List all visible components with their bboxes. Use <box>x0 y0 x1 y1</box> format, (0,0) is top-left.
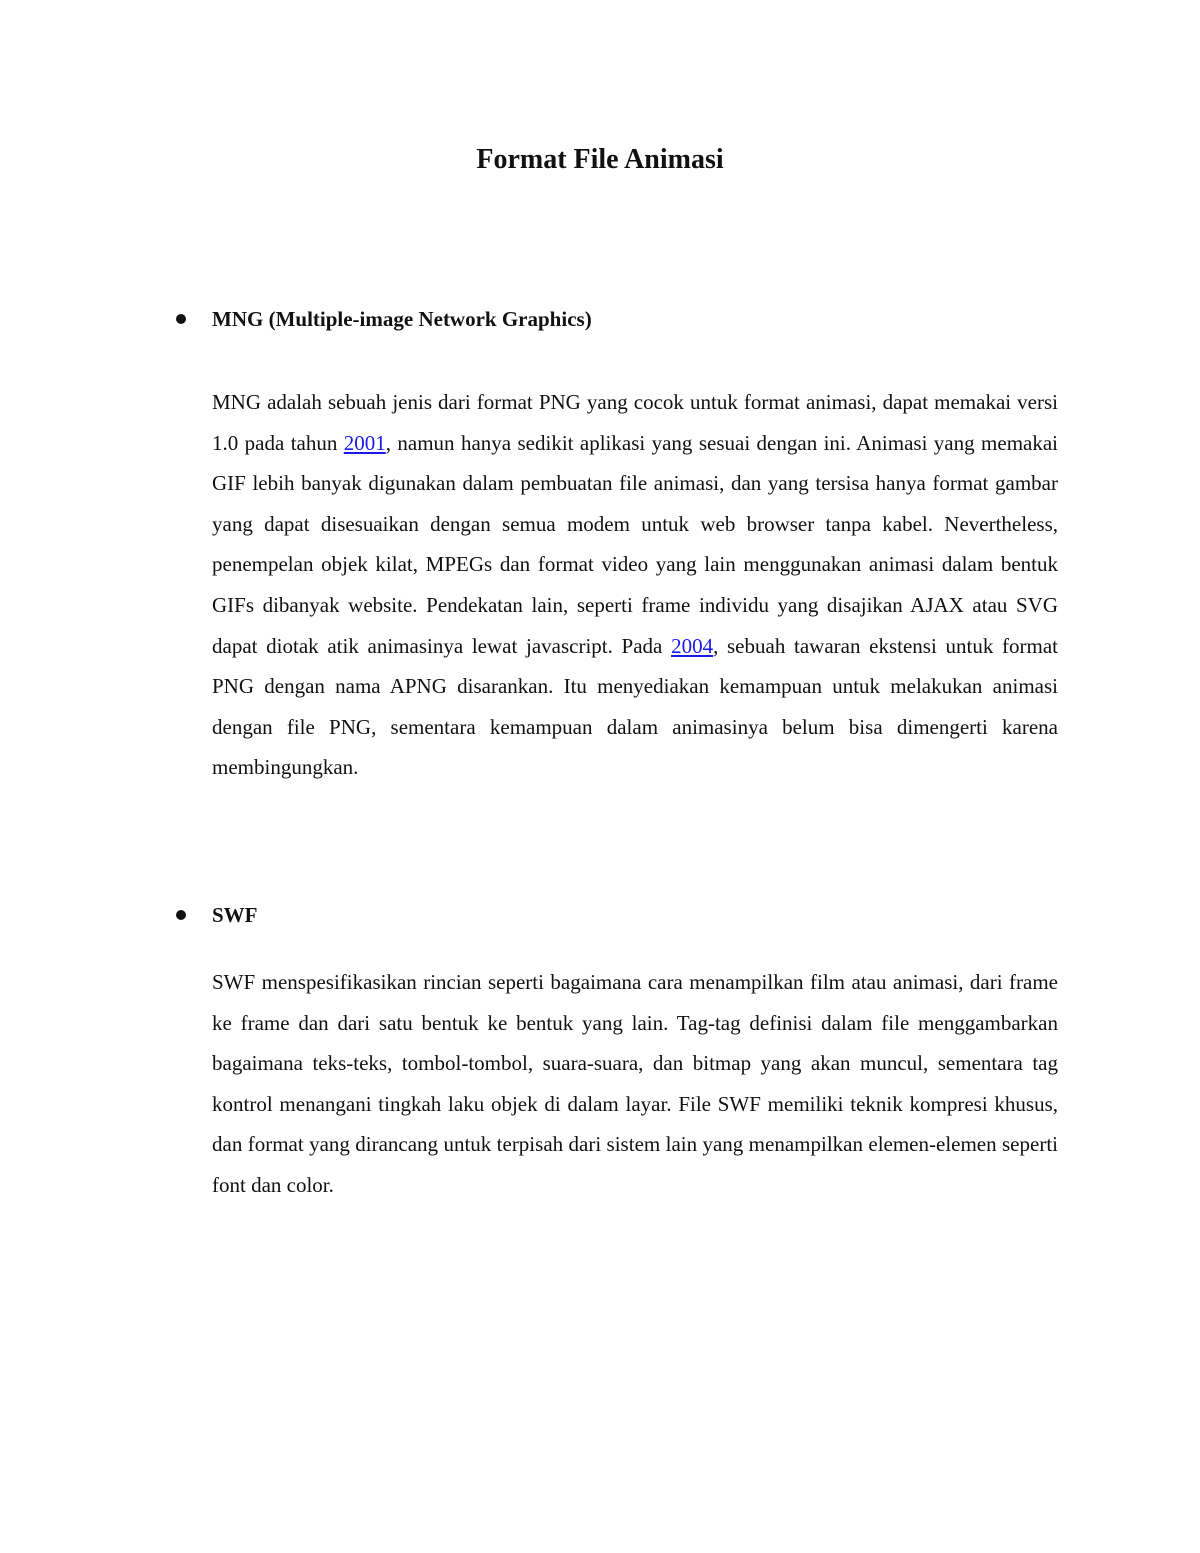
bullet-item-swf <box>0 899 1200 933</box>
paragraph-swf: SWF menspesifikasikan rincian seperti bagaimana cara menampilkan film atau animasi, dari frame ke frame dan dari satu bentuk ke bentuk yang lain. Tag-tag definisi dalam file menggambarkan bagaimana teks-teks, tombol-tombol, suara-suara, dan bitmap yang akan muncul, sementara tag kontrol menangani tingkah laku objek di dalam layar. File SWF memiliki teknik kompresi khusus, dan format yang dirancang untuk terpisah dari sistem lain yang menampilkan elemen-elemen seperti font dan color. <box>212 970 1058 1197</box>
paragraph-mng <box>212 382 1058 788</box>
page-title: Format File Animasi <box>476 144 724 175</box>
link-2004[interactable]: 2004 <box>671 633 714 658</box>
section-heading-swf: SWF <box>212 903 258 927</box>
paragraph-text: MNG adalah sebuah jenis dari format PNG yang cocok untuk format animasi, dapat memakai versi 1.0 pada tahun <box>212 390 1058 455</box>
paragraph-text: , sebuah tawaran ekstensi untuk format PNG dengan nama APNG disarankan. Itu menyediakan kemampuan untuk melakukan animasi dengan file PNG, sementara kemampuan dalam animasinya belum bisa dimengerti karena membingungkan. <box>212 633 1058 780</box>
paragraph-text: , namun hanya sedikit aplikasi yang sesuai dengan ini. Animasi yang memakai GIF lebih banyak digunakan dalam pembuatan file animasi, dan yang tersisa hanya format gambar yang dapat disesuaikan dengan semua modem untuk web browser tanpa kabel. Nevertheless, penempelan objek kilat, MPEGs dan format video yang lain menggunakan animasi dalam bentuk GIFs dibanyak website. Pendekatan lain, seperti frame individu yang disajikan AJAX atau SVG dapat diotak atik animasinya lewat javascript. Pada <box>212 430 1058 658</box>
bullet-icon <box>176 314 186 324</box>
section-heading-mng: MNG (Multiple-image Network Graphics) <box>212 307 592 331</box>
link-2001[interactable]: 2001 <box>343 430 386 455</box>
bullet-icon <box>176 910 186 920</box>
section-swf <box>0 899 1200 1197</box>
section-mng <box>0 303 1200 780</box>
bullet-item-mng <box>0 303 1200 337</box>
